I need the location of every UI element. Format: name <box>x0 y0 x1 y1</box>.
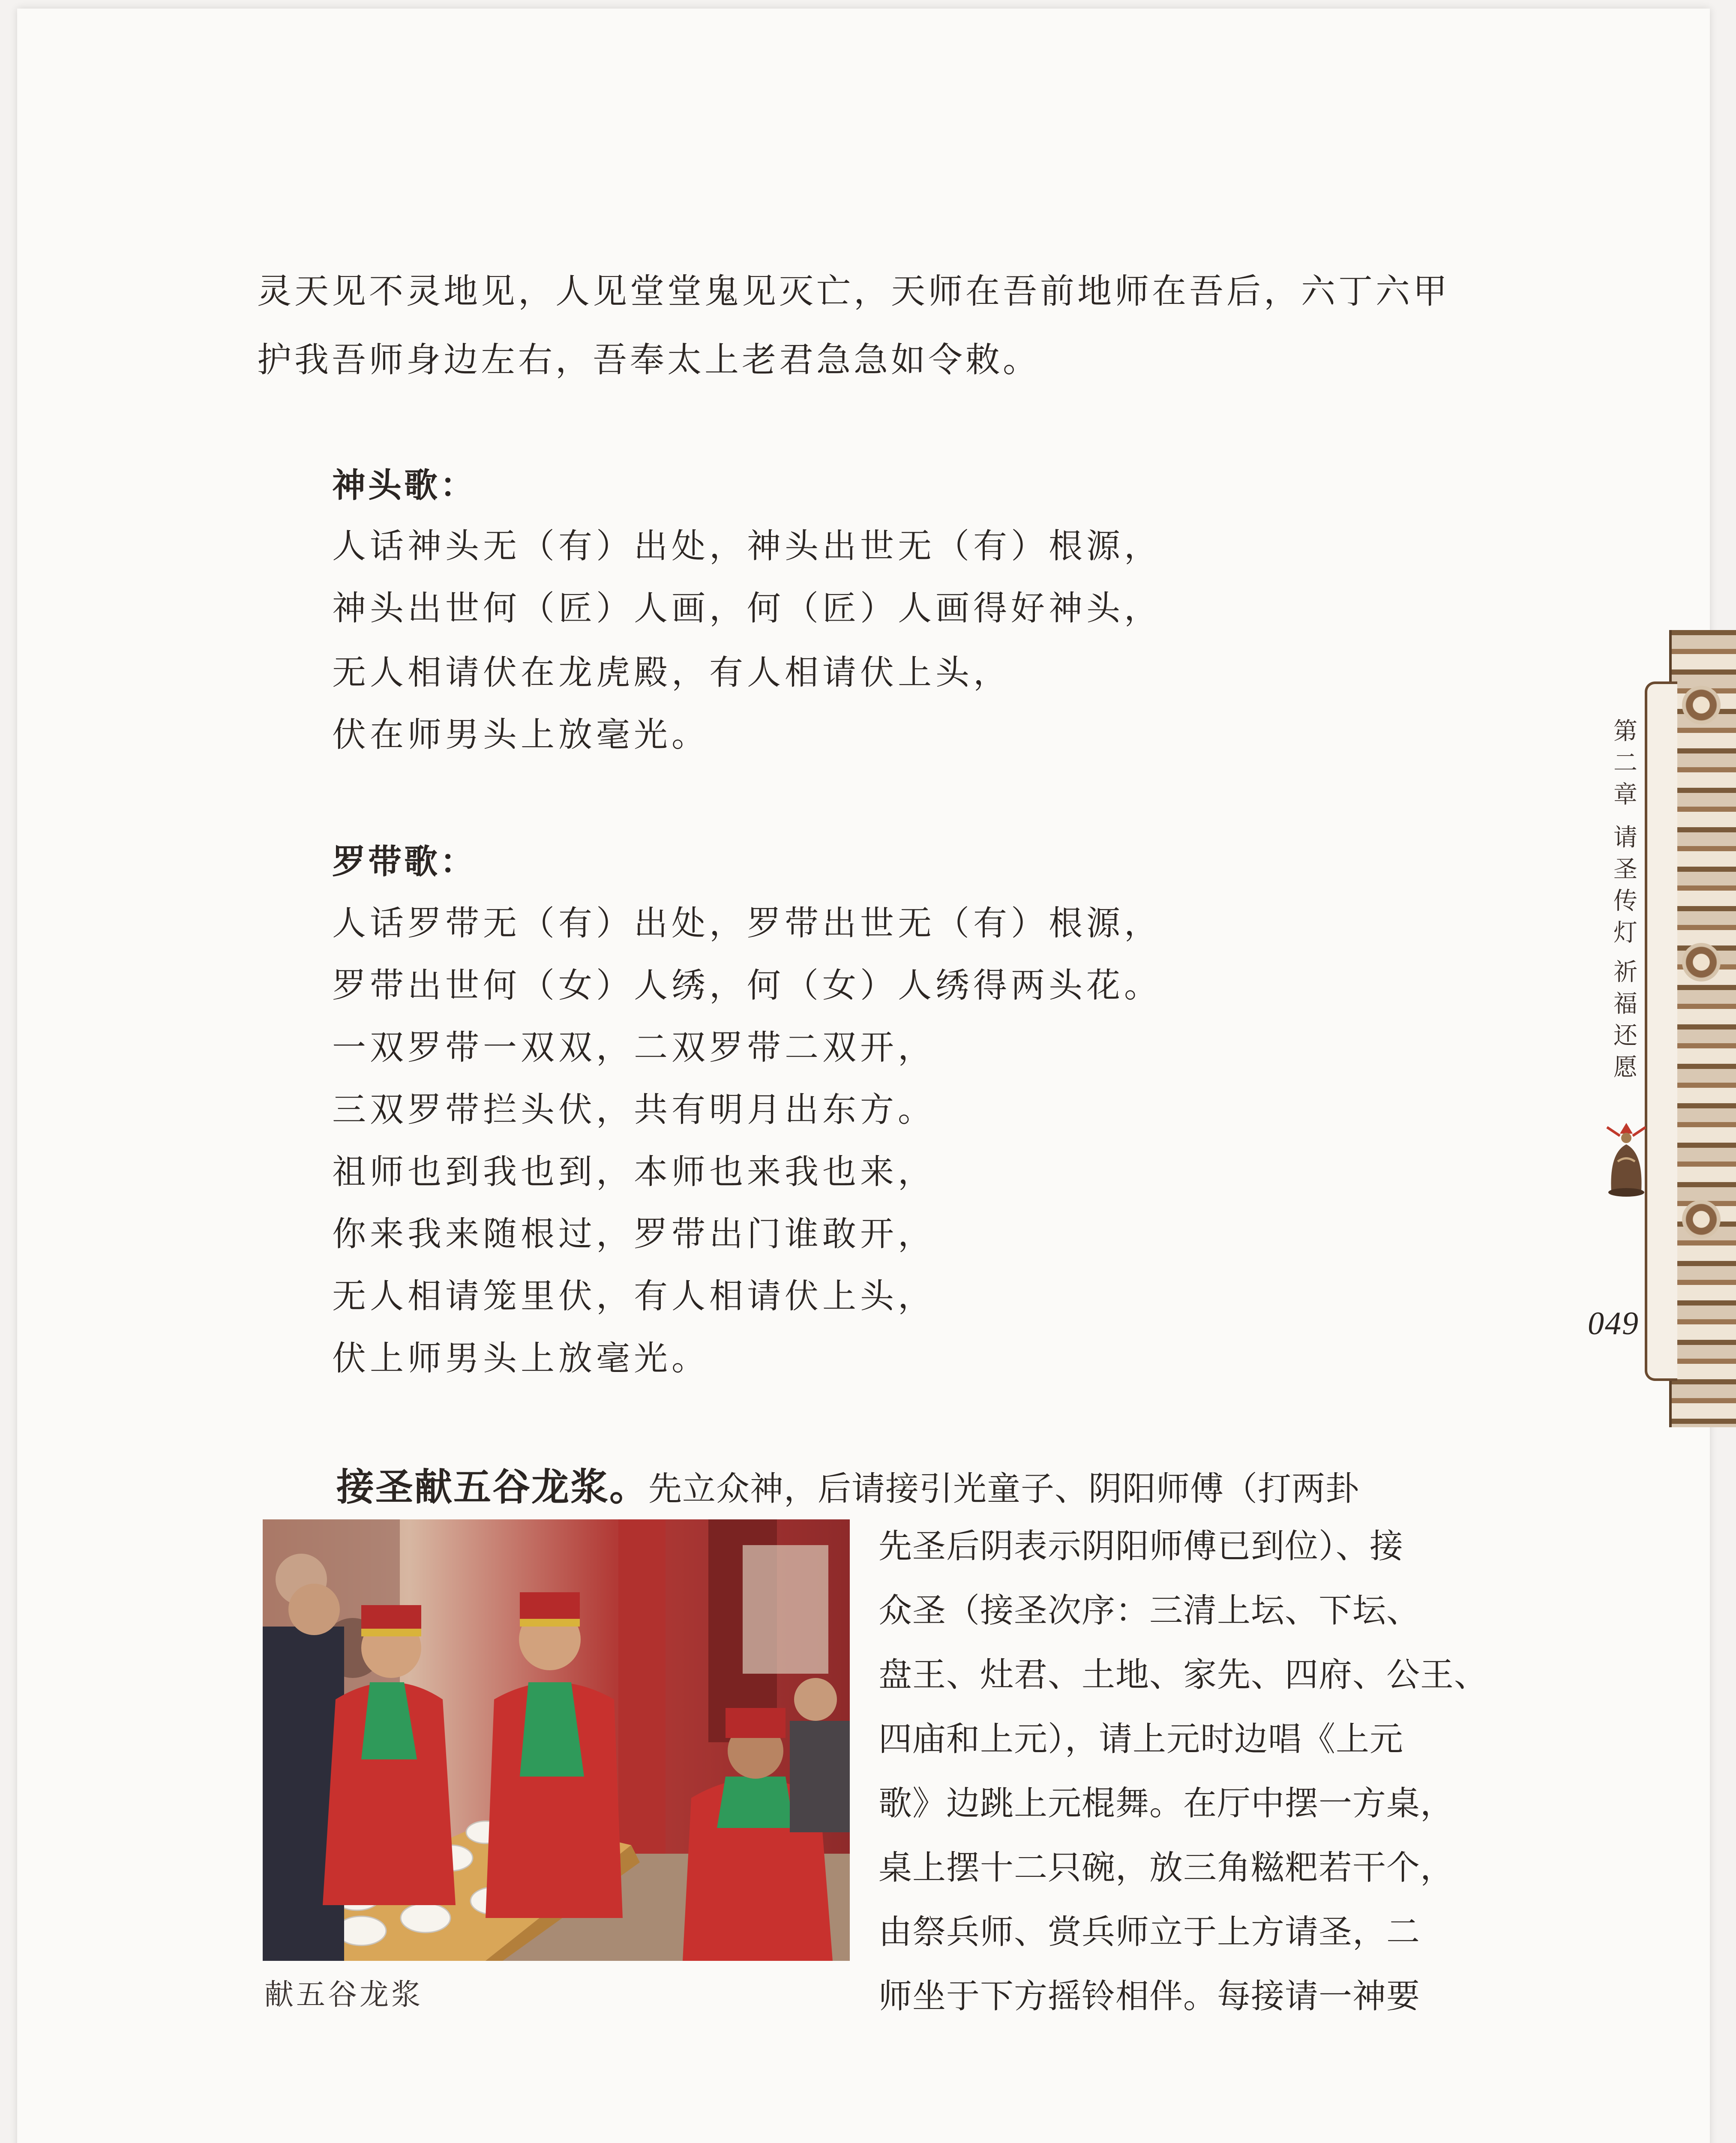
ornament-icon <box>1682 1200 1721 1239</box>
chapter-char: 请 <box>1613 824 1637 852</box>
paragraph-line: 歌》边跳上元棍舞。在厅中摆一方桌， <box>878 1784 1454 1823</box>
paragraph-line: 先圣后阴表示阴阳师傅已到位）、接 <box>878 1527 1404 1566</box>
ritual-photo-illustration <box>263 1519 850 1961</box>
verse-line: 无人相请笼里伏，有人相请伏上头， <box>332 1276 935 1316</box>
verse-line: 无人相请伏在龙虎殿，有人相请伏上头， <box>332 653 1011 692</box>
paragraph-line: 四庙和上元），请上元时边唱《上元 <box>878 1720 1404 1759</box>
paragraph-line: 由祭兵师、赏兵师立于上方请圣，二 <box>878 1913 1421 1951</box>
decorative-border-inner <box>1645 681 1677 1381</box>
page-number: 049 <box>1588 1306 1639 1342</box>
chapter-char: 祈 <box>1613 958 1637 986</box>
intro-line-1: 灵天见不灵地见，人见堂堂鬼见灭亡，天师在吾前地师在吾后，六丁六甲 <box>257 271 1450 311</box>
chapter-char: 还 <box>1613 1022 1637 1050</box>
chapter-char: 圣 <box>1613 855 1637 883</box>
verse-line: 人话神头无（有）出处，神头出世无（有）根源， <box>332 526 1162 566</box>
verse-line: 神头出世何（匠）人画，何（匠）人画得好神头， <box>332 588 1162 628</box>
section-title-shentou: 神头歌： <box>332 466 477 505</box>
verse-line: 祖师也到我也到，本师也来我也来， <box>332 1152 935 1192</box>
paragraph-first-line <box>336 1457 1359 1511</box>
bell-icon <box>1594 1114 1658 1204</box>
verse-line: 伏在师男头上放毫光。 <box>332 715 709 754</box>
decorative-border <box>1669 630 1736 1427</box>
chapter-title-vertical <box>1606 716 1645 1084</box>
paragraph-line: 盘王、灶君、土地、家先、四府、公王、 <box>878 1656 1488 1694</box>
ornament-icon <box>1682 943 1721 981</box>
ritual-photo <box>263 1519 850 1961</box>
paragraph-line: 师坐于下方摇铃相伴。每接请一神要 <box>878 1977 1421 2016</box>
paragraph-line: 桌上摆十二只碗，放三角糍粑若干个， <box>878 1849 1454 1887</box>
verse-line: 人话罗带无（有）出处，罗带出世无（有）根源， <box>332 903 1162 943</box>
paragraph-lead: 接圣献五谷龙浆。 <box>336 1465 649 1509</box>
paragraph-line: 众圣（接圣次序：三清上坛、下坛、 <box>878 1591 1421 1630</box>
verse-line: 三双罗带拦头伏，共有明月出东方。 <box>332 1090 935 1129</box>
verse-line: 一双罗带一双双，二双罗带二双开， <box>332 1028 935 1067</box>
paragraph-text: 先立众神，后请接引光童子、阴阳师傅（打两卦 <box>648 1470 1360 1508</box>
chapter-char: 第 <box>1613 717 1637 745</box>
chapter-char: 福 <box>1613 990 1637 1018</box>
chapter-char: 灯 <box>1613 919 1637 947</box>
chapter-char: 章 <box>1613 781 1637 809</box>
verse-line: 罗带出世何（女）人绣，何（女）人绣得两头花。 <box>332 966 1162 1005</box>
chapter-char: 传 <box>1613 887 1637 915</box>
photo-caption: 献五谷龙浆 <box>264 1978 423 2012</box>
chapter-char: 二 <box>1613 749 1637 777</box>
verse-line: 伏上师男头上放毫光。 <box>332 1339 709 1378</box>
verse-line: 你来我来随根过，罗带出门谁敢开， <box>332 1214 935 1254</box>
chapter-char: 愿 <box>1613 1053 1637 1081</box>
section-title-luodai: 罗带歌： <box>332 842 477 881</box>
ornament-icon <box>1682 686 1721 724</box>
intro-line-2: 护我吾师身边左右，吾奉太上老君急急如令敕。 <box>257 340 1040 380</box>
